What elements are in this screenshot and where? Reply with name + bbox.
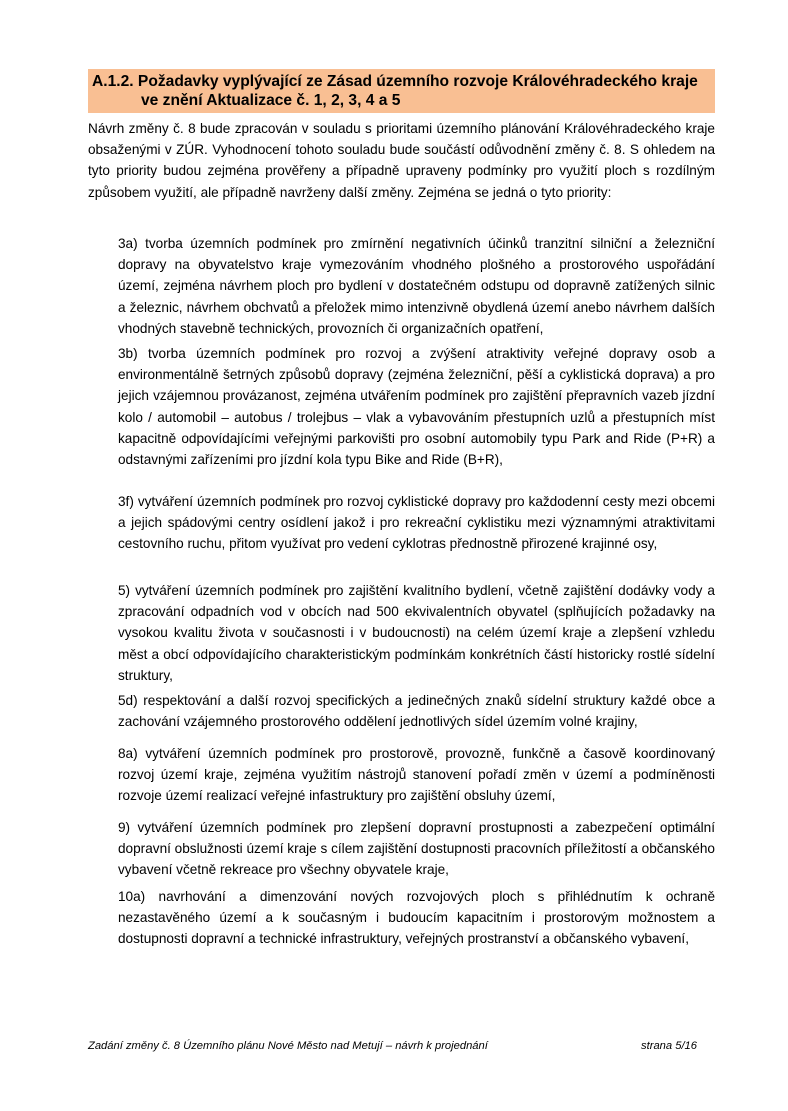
footer-document-title: Zadání změny č. 8 Územního plánu Nové Město nad Metují – návrh k projednání xyxy=(88,1040,488,1052)
priority-8a: 8a) vytváření územních podmínek pro prostorově, provozně, funkčně a časově koordinovaný rozvoj území kraje, zejména využitím nástrojů stanovení pořadí změn v území a podmíněnosti rozvoje území realizací veřejné infastruktury pro zajištění obsluhy území, xyxy=(118,746,715,804)
footer-page-number: strana 5/16 xyxy=(641,1040,697,1052)
section-heading-line2: ve znění Aktualizace č. 1, 2, 3, 4 a 5 xyxy=(141,92,401,109)
priority-3b: 3b) tvorba územních podmínek pro rozvoj a zvýšení atraktivity veřejné dopravy osob a environmentálně šetrných způsobů dopravy (zejména železniční, pěší a cyklistická doprava) a pro jejich vzájemnou provázanost, zejména utvářením podmínek pro zajištění přepravních vazeb jízdní kolo / automobil – autobus / trolejbus – vlak a vybavováním přestupních uzlů a přestupních míst kapacitně odpovídajícími veřejnými parkovišti pro osobní automobily typu Park and Ride (P+R) a odstavnými zařízeními pro jízdní kola typu Bike and Ride (B+R), xyxy=(118,346,715,468)
priority-9: 9) vytváření územních podmínek pro zlepšení dopravní prostupnosti a zabezpečení optimální dopravní obslužnosti území kraje s cílem zajištění dostupnosti pracovních příležitostí a občanského vybavení včetně rekreace pro všechny obyvatele kraje, xyxy=(118,820,715,878)
section-heading-line1: A.1.2. Požadavky vyplývající ze Zásad územního rozvoje Královéhradeckého kraje xyxy=(92,73,698,90)
priority-5d: 5d) respektování a další rozvoj specifických a jedinečných znaků sídelní struktury každé obce a zachování vzájemného prostorového oddělení jednotlivých sídel územím volné krajiny, xyxy=(118,693,715,730)
intro-paragraph: Návrh změny č. 8 bude zpracován v souladu s prioritami územního plánování Královéhradeckého kraje obsaženými v ZÚR. Vyhodnocení tohoto souladu bude součástí odůvodnění změny č. 8. S ohledem na tyto priority budou zejména prověřeny a případně upraveny podmínky pro využití ploch s rozdílným způsobem využití, ale případně navrženy další změny. Zejména se jedná o tyto priority: xyxy=(88,121,715,200)
priority-5: 5) vytváření územních podmínek pro zajištění kvalitního bydlení, včetně zajištění dodávky vody a zpracování odpadních vod v obcích nad 500 ekvivalentních obyvatel (splňujících požadavky na vysokou kvalitu života v současnosti i v budoucnosti) na celém území kraje a zlepšení vzhledu měst a obcí odpovídajícího charakteristickým podmínkám konkrétních částí historicky rostlé sídelní struktury, xyxy=(118,583,715,683)
priority-3a: 3a) tvorba územních podmínek pro zmírnění negativních účinků tranzitní silniční a železniční dopravy na obyvatelstvo kraje vymezováním vhodného plošného a prostorového uspořádání území, zejména návrhem ploch pro bydlení v dostatečném odstupu od dopravně zatížených silnic a železnic, návrhem obchvatů a přeložek mimo intenzivně obydlená území anebo návrhem dalších vhodných stavebně technických, provozních či organizačních opatření, xyxy=(118,236,715,336)
section-heading xyxy=(88,69,715,113)
priority-10a: 10a) navrhování a dimenzování nových rozvojových ploch s přihlédnutím k ochraně nezastavěného území a k současným i budoucím kapacitním i prostorovým možnostem a dostupnosti dopravní a technické infrastruktury, veřejných prostranství a občanského vybavení, xyxy=(118,889,715,947)
priority-3f: 3f) vytváření územních podmínek pro rozvoj cyklistické dopravy pro každodenní cesty mezi obcemi a jejich spádovými centry osídlení jakož i pro rekreační cyklistiku mezi významnými atraktivitami cestovního ruchu, přitom využívat pro vedení cyklotras přednostně přirozené krajinné osy, xyxy=(118,494,715,552)
